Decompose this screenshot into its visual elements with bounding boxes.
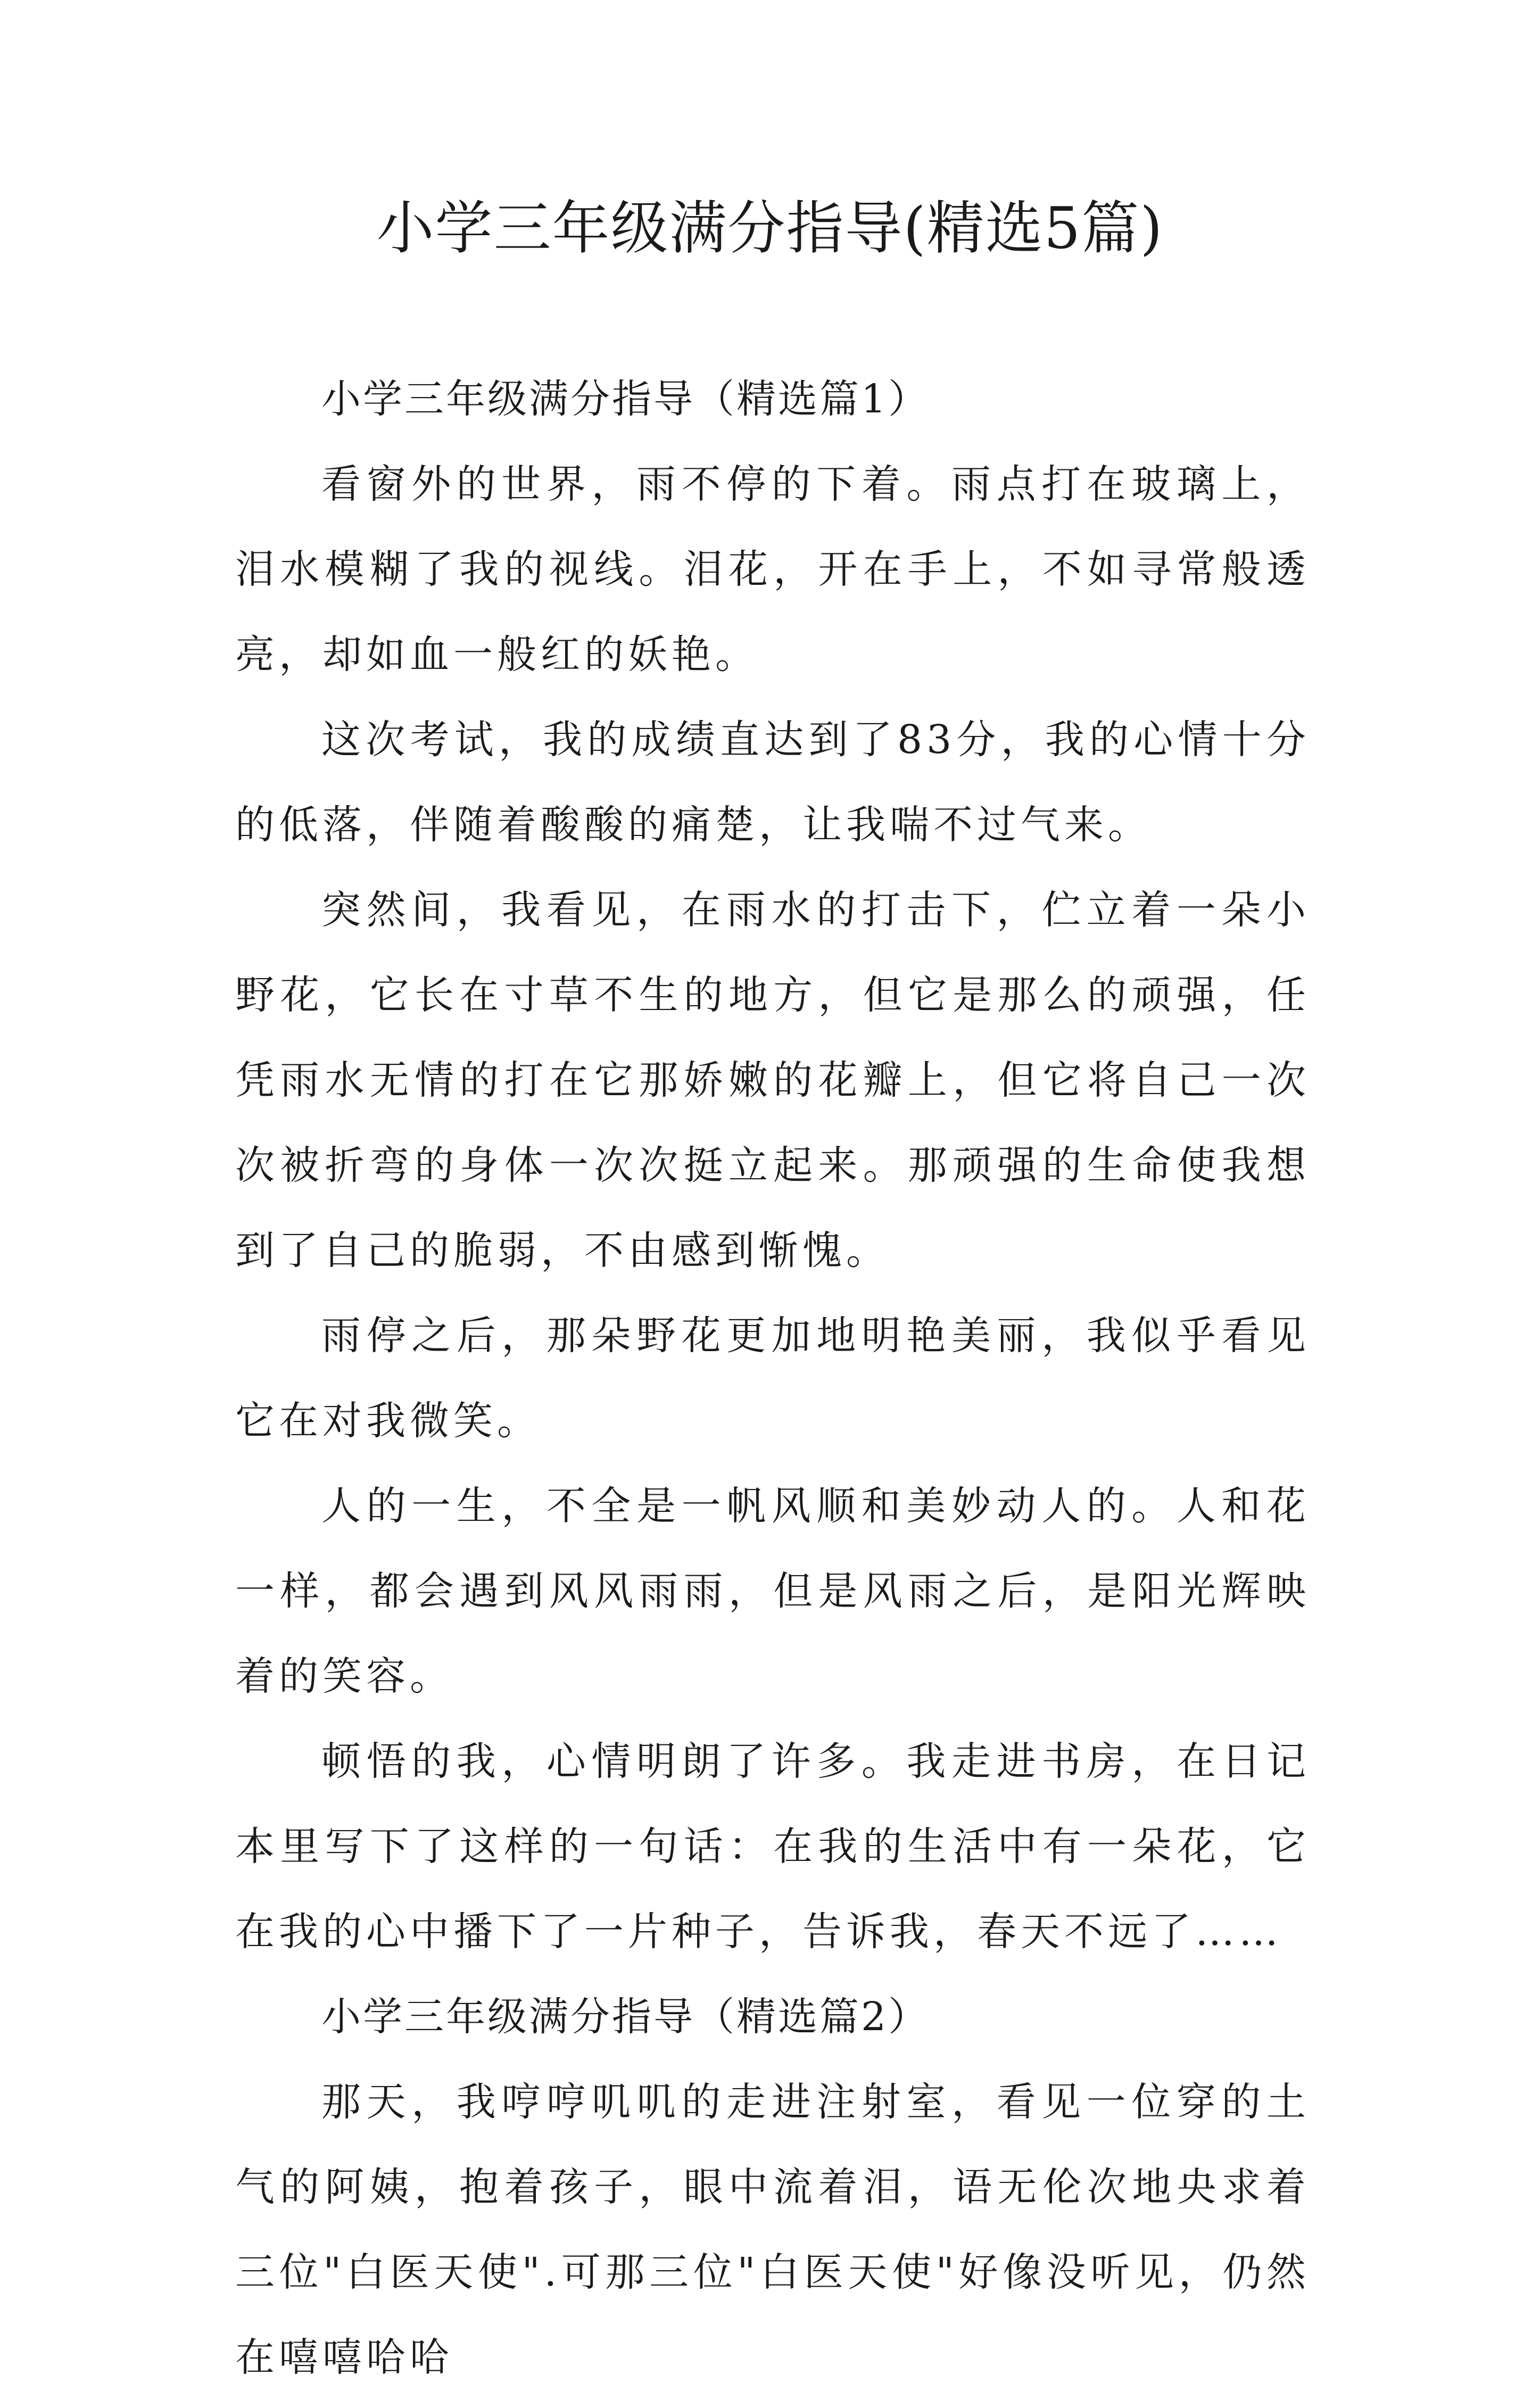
paragraph: 雨停之后，那朵野花更加地明艳美丽，我似乎看见它在对我微笑。 xyxy=(235,1313,1310,1444)
paragraph: 那天，我哼哼叽叽的走进注射室，看见一位穿的土气的阿姨，抱着孩子，眼中流着泪，语无伦次地央求着三位"白医天使".可那三位"白医天使"好像没听见，仍然在嘻嘻哈哈 xyxy=(235,2079,1310,2380)
paragraph: 这次考试，我的成绩直达到了83分，我的心情十分的低落，伴随着酸酸的痛楚，让我喘不过气来。 xyxy=(235,717,1310,848)
section-heading-2: 小学三年级满分指导（精选篇2） xyxy=(321,1994,930,2040)
paragraph: 突然间，我看见，在雨水的打击下，伫立着一朵小野花，它长在寸草不生的地方，但它是那么的顽强，任凭雨水无情的打在它那娇嫩的花瓣上，但它将自己一次次被折弯的身体一次次挺立起来。那顽强的生命使我想到了自己的脆弱，不由感到惭愧。 xyxy=(235,887,1310,1273)
document-title: 小学三年级满分指导(精选5篇) xyxy=(376,195,1164,262)
document-body xyxy=(235,357,1310,2400)
paragraph: 人的一生，不全是一帆风顺和美妙动人的。人和花一样，都会遇到风风雨雨，但是风雨之后，是阳光辉映着的笑容。 xyxy=(235,1483,1310,1699)
paragraph: 看窗外的世界，雨不停的下着。雨点打在玻璃上，泪水模糊了我的视线。泪花，开在手上，不如寻常般透亮，却如血一般红的妖艳。 xyxy=(235,461,1310,677)
section-heading-1: 小学三年级满分指导（精选篇1） xyxy=(321,376,930,422)
paragraph: 顿悟的我，心情明朗了许多。我走进书房，在日记本里写下了这样的一句话：在我的生活中有一朵花，它在我的心中播下了一片种子，告诉我，春天不远了…… xyxy=(235,1739,1310,1955)
